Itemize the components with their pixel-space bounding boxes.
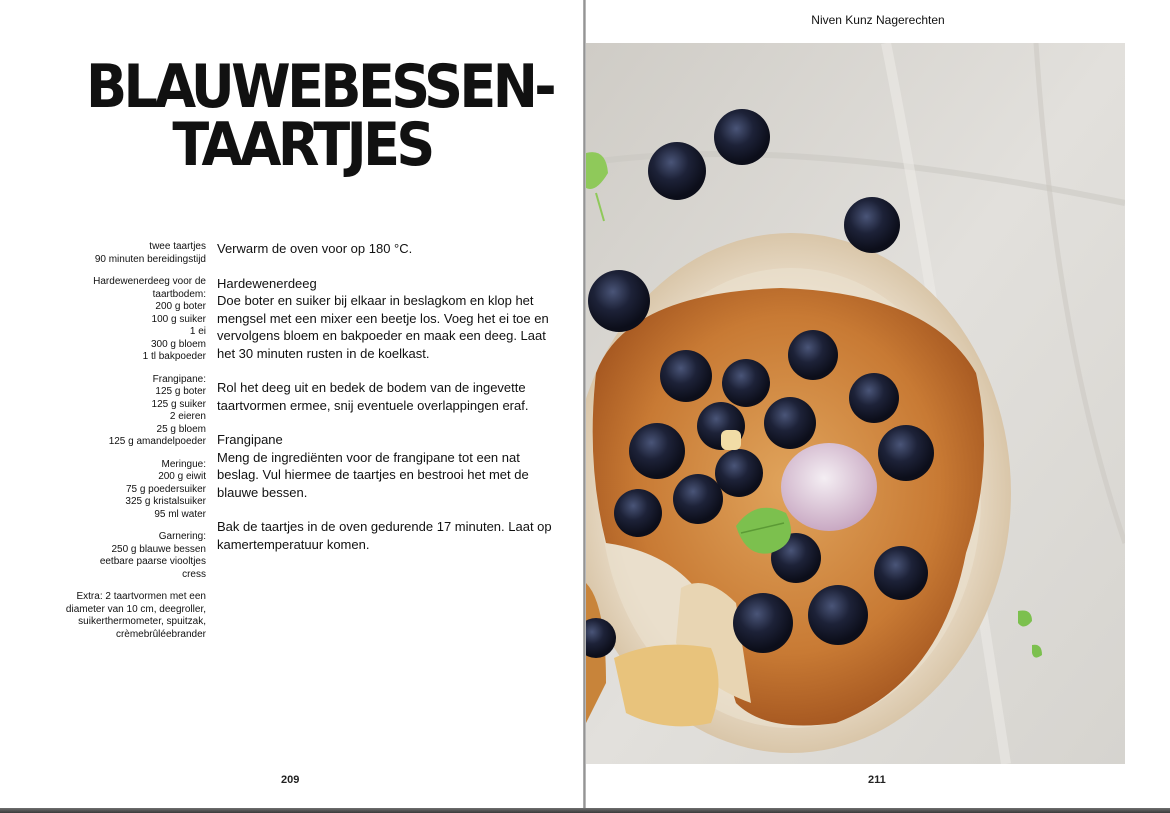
page-number-right: 211: [868, 774, 886, 786]
instruction-text: Meng de ingrediënten voor de frangipane tot een nat beslag. Vul hiermee de taartjes en bestrooi het met de blauwe bessen.: [217, 449, 529, 500]
running-head: Niven Kunz Nagerechten: [811, 13, 945, 27]
ingredient-line: twee taartjes: [149, 241, 206, 252]
ingredient-line: cress: [182, 568, 206, 580]
ingredient-line: 125 g suiker: [151, 398, 206, 410]
ingredient-line: diameter van 10 cm, deegroller,: [65, 603, 206, 615]
ingredient-line: 25 g bloem: [156, 423, 206, 435]
instruction-text: Rol het deeg uit en bedek de bodem van de ingevette taartvormen ermee, snij eventuele overlappingen eraf.: [217, 380, 529, 413]
instruction-text: Verwarm de oven voor op 180 °C.: [217, 241, 413, 256]
instruction-text: Bak de taartjes in de oven gedurende 17 minuten. Laat op kamertemperatuur komen.: [217, 519, 552, 552]
ingredient-block: [20, 591, 206, 641]
ingredient-line: 1 ei: [189, 326, 206, 337]
ingredient-block: [20, 459, 206, 522]
ingredient-line: 1 tl bakpoeder: [142, 351, 206, 362]
ingredient-block: [20, 374, 206, 449]
ingredient-line: eetbare paarse viooltjes: [99, 556, 206, 567]
page-number-left: 209: [281, 774, 300, 786]
ingredient-line: 325 g kristalsuiker: [125, 496, 206, 507]
ingredient-line: 75 g poedersuiker: [125, 483, 206, 495]
ingredient-block: [20, 241, 206, 266]
title-line-2: TAARTJES: [172, 110, 432, 180]
ingredient-line: Hardewenerdeeg voor de: [93, 276, 206, 287]
ingredient-line: 200 g boter: [155, 301, 206, 312]
instruction-paragraph: [217, 431, 552, 501]
ingredient-line: 95 ml water: [154, 508, 206, 520]
ingredient-line: 2 eieren: [169, 411, 206, 422]
ingredient-line: 200 g eiwit: [158, 471, 206, 482]
ingredient-line: Frangipane:: [152, 373, 206, 385]
bottom-edge: [0, 808, 1170, 813]
right-page: [586, 0, 1170, 808]
ingredient-block: [20, 531, 206, 581]
ingredient-line: 250 g blauwe bessen: [111, 543, 206, 555]
ingredient-block: [20, 276, 206, 364]
left-page: [0, 0, 583, 808]
ingredient-line: 125 g boter: [155, 386, 206, 397]
tart-slice: [614, 645, 719, 727]
ingredient-line: crèmebrûléebrander: [115, 628, 206, 640]
instruction-paragraph: [217, 518, 552, 553]
ingredient-line: 300 g bloem: [150, 338, 206, 350]
ingredient-line: 90 minuten bereidingstijd: [94, 253, 206, 265]
instruction-paragraph: [217, 240, 552, 258]
title-line-1: BLAUWEBESSEN-: [86, 52, 554, 122]
ingredient-line: 100 g suiker: [151, 313, 206, 325]
instruction-heading: Frangipane: [217, 432, 283, 447]
ingredient-line: 125 g amandelpoeder: [108, 436, 206, 447]
instruction-text: Doe boter en suiker bij elkaar in beslagkom en klop het mengsel met een mixer een beetje los. Voeg het ei toe en vervolgens bloem en bakpoeder en maak een deeg. Laat het 30 minuten rusten in de koelkast.: [217, 293, 549, 361]
instruction-paragraph: [217, 379, 552, 414]
ingredient-line: Extra: 2 taartvormen met een: [76, 591, 206, 602]
ingredient-line: taartbodem:: [152, 288, 206, 300]
meringue: [781, 443, 877, 531]
ingredients-list: [20, 241, 206, 651]
ingredient-line: Meringue:: [161, 458, 206, 470]
ingredient-line: suikerthermometer, spuitzak,: [78, 616, 206, 627]
instruction-paragraph: [217, 275, 552, 363]
blueberry-tart-photo: [586, 43, 1125, 764]
recipe-instructions: [217, 240, 552, 570]
instruction-heading: Hardewenerdeeg: [217, 275, 317, 291]
recipe-title: [86, 52, 554, 180]
ingredient-line: Garnering:: [158, 531, 206, 542]
